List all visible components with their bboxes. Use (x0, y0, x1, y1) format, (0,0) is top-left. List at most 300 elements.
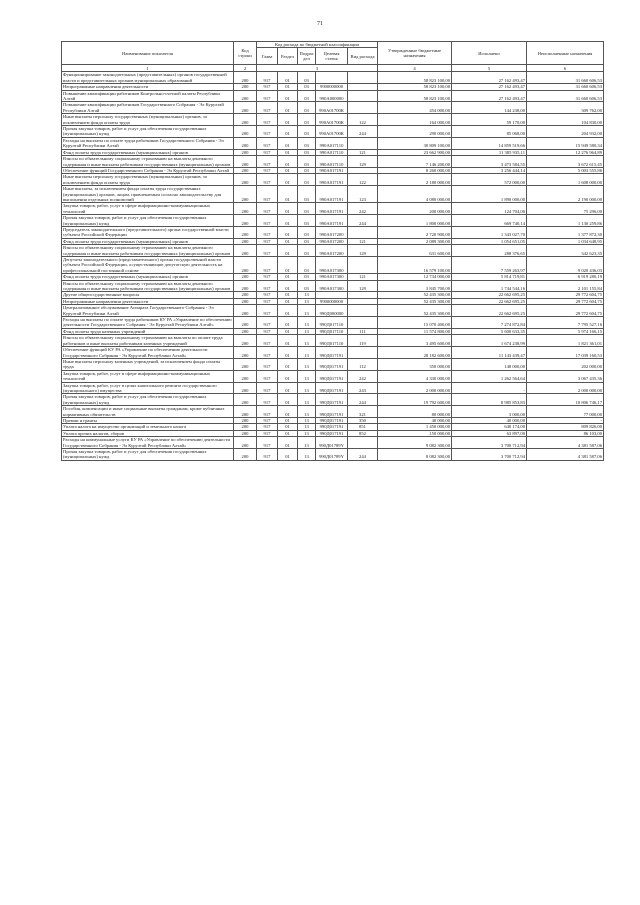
header-approved: Утвержденные бюджетные назначения (378, 42, 452, 65)
row-approved: 2 180 000,00 (378, 174, 452, 186)
row-unexecuted: 31 660 606,53 (527, 90, 604, 102)
row-unexecuted: 7 795 527,16 (527, 317, 604, 329)
row-line-code: 200 (234, 245, 257, 257)
row-line-code: 200 (234, 126, 257, 138)
row-line-code: 200 (234, 274, 257, 280)
row-glava: 917 (257, 370, 278, 382)
row-podrazdel: 03 (298, 126, 316, 138)
row-approved: 19 792 600,00 (378, 394, 452, 406)
row-glava: 917 (257, 114, 278, 126)
row-razdel: 01 (278, 335, 298, 347)
table-row (62, 186, 604, 203)
row-podrazdel: 13 (298, 358, 316, 370)
header-name: Наименование показателя (62, 42, 234, 65)
row-name: Взносы по обязательному социальному страхованию на выплаты денежного содержания и иные выплаты работникам государственных (муниципальных) органов (62, 280, 234, 292)
row-exp-type (348, 347, 378, 359)
row-unexecuted: - (527, 417, 604, 423)
row-razdel: 01 (278, 102, 298, 114)
budget-execution-table (61, 41, 604, 461)
row-glava: 917 (257, 328, 278, 334)
header-executed: Исполнено (452, 42, 527, 65)
row-target: 990Д017110 (316, 328, 348, 334)
row-razdel: 01 (278, 382, 298, 394)
row-executed: 40 000,00 (452, 417, 527, 423)
table-row (62, 317, 604, 329)
row-target: 990Д017191 (316, 406, 348, 418)
row-podrazdel: 03 (298, 257, 316, 274)
row-executed: 5 600 633,35 (452, 328, 527, 334)
row-name: Фонд оплаты труда государственных (муниципальных) органов (62, 238, 234, 244)
row-unexecuted: 1 821 361,01 (527, 335, 604, 347)
table-row (62, 394, 604, 406)
row-line-code: 200 (234, 335, 257, 347)
row-podrazdel: 03 (298, 280, 316, 292)
row-exp-type: 242 (348, 370, 378, 382)
row-podrazdel: 13 (298, 382, 316, 394)
row-exp-type: 121 (348, 149, 378, 155)
row-podrazdel: 03 (298, 102, 316, 114)
row-razdel: 01 (278, 245, 298, 257)
row-target: 990Д01789Y (316, 437, 348, 449)
row-unexecuted: 2 101 155,84 (527, 280, 604, 292)
row-name: Взносы по обязательному социальному страхованию на выплаты по оплате труда работников и иные выплаты работникам казенных учреждений (62, 335, 234, 347)
row-unexecuted: 6 919 280,19 (527, 274, 604, 280)
row-target: 990Д017191 (316, 394, 348, 406)
table-row (62, 245, 604, 257)
row-exp-type: 243 (348, 382, 378, 394)
row-podrazdel: 13 (298, 335, 316, 347)
header-row-1 (62, 42, 604, 48)
row-name: Расходы на выплаты по оплате труда работников КУ РА «Управление по обеспечению деятельности Государственного Собрания - Эл Курултай Республики Алтай» (63, 317, 232, 328)
row-podrazdel: 13 (298, 449, 316, 461)
row-approved: 1 450 000,00 (378, 424, 452, 430)
row-line-code: 200 (234, 449, 257, 461)
row-glava: 917 (257, 430, 278, 436)
row-target: 990А000000 (316, 90, 348, 102)
row-exp-type (348, 317, 378, 329)
row-podrazdel: 13 (298, 317, 316, 329)
row-approved: 8 082 300,00 (378, 449, 452, 461)
header-podrazdel: Подраз дел (298, 48, 316, 65)
row-podrazdel: 03 (298, 167, 316, 173)
row-approved: 454 000,00 (378, 102, 452, 114)
row-target: 9900000000 (316, 298, 348, 304)
row-approved: 23 662 900,00 (378, 149, 452, 155)
row-target: 990Д017191 (316, 370, 348, 382)
row-unexecuted: 15 949 580,34 (527, 137, 604, 149)
column-number: 6 (527, 65, 604, 72)
row-line-code: 200 (234, 215, 257, 227)
table-body (62, 72, 604, 460)
row-unexecuted: 809 826,00 (527, 424, 604, 430)
row-name: Взносы по обязательному социальному страхованию на выплаты денежного содержания и иные выплаты работникам государственных (муниципальных) органов (62, 156, 234, 168)
row-glava: 917 (257, 126, 278, 138)
row-name: Закупка товаров, работ, услуг в сфере информационно-коммуникационных технологий (62, 370, 234, 382)
row-unexecuted: 17 039 160,53 (527, 347, 604, 359)
column-number: 1 (62, 65, 234, 72)
row-target: 990Д01789Y (316, 449, 348, 461)
row-podrazdel: 03 (298, 186, 316, 203)
row-razdel: 01 (278, 257, 298, 274)
header-line-code: Код строки (234, 42, 257, 65)
row-approved: 2 000 000,00 (378, 382, 452, 394)
row-executed: 1 343 027,70 (452, 226, 527, 238)
row-razdel: 01 (278, 186, 298, 203)
header-glava: Главa (257, 48, 278, 65)
row-unexecuted: 29 772 604,75 (527, 298, 604, 304)
row-target: 990А017200 (316, 226, 348, 238)
row-exp-type: 121 (348, 238, 378, 244)
row-razdel: 01 (278, 292, 298, 298)
row-executed: 59 170,00 (452, 114, 527, 126)
row-line-code: 200 (234, 347, 257, 359)
row-glava: 917 (257, 238, 278, 244)
row-unexecuted: 9 020 436,03 (527, 257, 604, 274)
row-exp-type: 129 (348, 245, 378, 257)
table-row (62, 274, 604, 280)
row-executed: 572 000,00 (452, 174, 527, 186)
table-row (62, 174, 604, 186)
row-unexecuted: 29 772 604,75 (527, 292, 604, 298)
row-executed: 1 262 564,64 (452, 370, 527, 382)
table-row (62, 226, 604, 238)
table-row (62, 215, 604, 227)
row-name: Расходы на выплаты по оплате труда работников Государственного Собрания - Эл Курултай Республики Алтай (62, 137, 234, 149)
row-name: Повышение квалификации работников Государственного Собрания - Эл Курултай Республики Алтай (62, 102, 234, 114)
row-razdel: 01 (278, 167, 298, 173)
row-razdel: 01 (278, 347, 298, 359)
row-glava: 917 (257, 424, 278, 430)
row-target: 990А017300 (316, 280, 348, 292)
row-unexecuted: 309 762,00 (527, 102, 604, 114)
row-line-code: 200 (234, 72, 257, 84)
row-line-code: 200 (234, 280, 257, 292)
row-target: 990А017191 (316, 174, 348, 186)
row-executed: 1 890 000,00 (452, 186, 527, 203)
row-exp-type: 111 (348, 328, 378, 334)
row-exp-type: 851 (348, 424, 378, 430)
row-glava: 917 (257, 347, 278, 359)
row-exp-type: 244 (348, 449, 378, 461)
row-target: 990А017191 (316, 186, 348, 203)
row-glava: 917 (257, 280, 278, 292)
row-glava: 917 (257, 186, 278, 203)
row-executed: 22 662 695,25 (452, 305, 527, 317)
row-approved: 16 579 100,00 (378, 257, 452, 274)
row-target: 990Д017191 (316, 347, 348, 359)
row-exp-type: 119 (348, 335, 378, 347)
row-executed: - (452, 382, 527, 394)
row-approved: 4 080 000,00 (378, 186, 452, 203)
row-glava: 917 (257, 335, 278, 347)
row-executed: 8 985 853,83 (452, 394, 527, 406)
row-razdel: 01 (278, 149, 298, 155)
row-exp-type (348, 137, 378, 149)
row-razdel: 01 (278, 226, 298, 238)
row-razdel: 01 (278, 406, 298, 418)
row-unexecuted: 86 103,00 (527, 430, 604, 436)
row-target: 990А017191 (316, 203, 348, 215)
row-exp-type: 321 (348, 406, 378, 418)
table-row (62, 335, 604, 347)
row-executed: 124 704,00 (452, 203, 527, 215)
row-approved: 3 495 600,00 (378, 335, 452, 347)
row-name: Обеспечение функций Государственного Собрания - Эл Курултай Республики Алтай (62, 167, 234, 173)
row-razdel: 01 (278, 424, 298, 430)
row-glava: 917 (257, 298, 278, 304)
row-executed: 669 740,14 (452, 215, 527, 227)
row-glava: 917 (257, 167, 278, 173)
row-line-code: 200 (234, 137, 257, 149)
row-line-code: 200 (234, 437, 257, 449)
page-number: 71 (317, 21, 323, 27)
row-glava: 917 (257, 137, 278, 149)
row-glava: 917 (257, 226, 278, 238)
row-executed: 63 897,00 (452, 430, 527, 436)
row-approved: 52 435 300,00 (378, 298, 452, 304)
row-line-code: 200 (234, 305, 257, 317)
row-executed: 27 162 493,47 (452, 90, 527, 102)
column-number: 5 (452, 65, 527, 72)
row-name: Иные выплаты персоналу государственных (муниципальных) органов, за исключением фонда оплаты труда (62, 174, 234, 186)
row-line-code: 200 (234, 317, 257, 329)
row-unexecuted: 10 806 746,17 (527, 394, 604, 406)
table-row (62, 298, 604, 304)
row-exp-type (348, 72, 378, 84)
row-line-code: 200 (234, 238, 257, 244)
table-row (62, 238, 604, 244)
row-target: 990А01700К (316, 114, 348, 126)
row-target: 990Д017110 (316, 335, 348, 347)
table-row (62, 114, 604, 126)
row-podrazdel: 13 (298, 292, 316, 298)
row-line-code: 200 (234, 149, 257, 155)
row-unexecuted: 5 974 166,15 (527, 328, 604, 334)
row-unexecuted: 29 772 604,75 (527, 305, 604, 317)
row-razdel: 01 (278, 298, 298, 304)
row-target: 990А017191 (316, 167, 348, 173)
row-approved: 2 089 300,00 (378, 238, 452, 244)
row-target (316, 72, 348, 84)
row-unexecuted: 1 608 000,00 (527, 174, 604, 186)
row-approved: 52 435 300,00 (378, 292, 452, 298)
row-executed: 85 068,00 (452, 126, 527, 138)
row-target: 990Д017191 (316, 358, 348, 370)
row-name: Непрограммные направления деятельности (62, 298, 234, 304)
table-row (62, 437, 604, 449)
row-razdel: 01 (278, 370, 298, 382)
row-target: 990А017300 (316, 274, 348, 280)
row-exp-type (348, 257, 378, 274)
row-approved: 8 260 000,00 (378, 167, 452, 173)
row-approved: 350 000,00 (378, 358, 452, 370)
table-row (62, 280, 604, 292)
row-line-code: 200 (234, 114, 257, 126)
row-unexecuted: 4 381 587,06 (527, 449, 604, 461)
row-name: Иные выплаты персоналу казенных учреждений, за исключением фонда оплаты труда (62, 358, 234, 370)
row-podrazdel: 03 (298, 245, 316, 257)
row-target: 990А017200 (316, 238, 348, 244)
row-executed: 1 674 238,99 (452, 335, 527, 347)
row-exp-type (348, 90, 378, 102)
table-row (62, 305, 604, 317)
row-executed: 11 143 439,47 (452, 347, 527, 359)
row-exp-type: 350 (348, 417, 378, 423)
row-exp-type (348, 437, 378, 449)
row-executed: 22 662 695,25 (452, 298, 527, 304)
row-line-code: 200 (234, 430, 257, 436)
row-name: Повышение квалификации работников Контрольно-счетной палаты Республики Алтай (62, 90, 234, 102)
row-executed: 3 700 712,94 (452, 437, 527, 449)
row-target: 990А01700К (316, 102, 348, 114)
row-executed: 288 376,65 (452, 245, 527, 257)
row-unexecuted: 104 830,00 (527, 114, 604, 126)
row-approved: 58 823 100,00 (378, 72, 452, 84)
row-razdel: 01 (278, 430, 298, 436)
row-unexecuted: 31 660 606,53 (527, 72, 604, 84)
row-podrazdel: 13 (298, 298, 316, 304)
row-podrazdel: 13 (298, 328, 316, 334)
row-exp-type: 122 (348, 114, 378, 126)
table-row (62, 102, 604, 114)
row-target: 990А017200 (316, 245, 348, 257)
row-name: Депутаты законодательного (представительного) органа государственной власти субъекта Российской Федерации, осуществляющие депутатскую деятельность на профессиональной постоянной основе (62, 257, 234, 274)
row-podrazdel: 13 (298, 305, 316, 317)
row-unexecuted: 5 003 555,86 (527, 167, 604, 173)
row-name: Иные выплаты персоналу государственных (муниципальных) органов, за исключением фонда оплаты труда (62, 114, 234, 126)
table-row (62, 257, 604, 274)
header-budget-code: Код расхода по бюджетной классификации (257, 42, 378, 48)
row-glava: 917 (257, 358, 278, 370)
row-glava: 917 (257, 394, 278, 406)
row-exp-type: 121 (348, 274, 378, 280)
row-exp-type: 244 (348, 394, 378, 406)
row-unexecuted: 202 000,00 (527, 358, 604, 370)
row-podrazdel: 03 (298, 84, 316, 90)
row-line-code: 200 (234, 167, 257, 173)
row-exp-type: 242 (348, 203, 378, 215)
header-unexecuted: Неисполненные назначения (527, 42, 604, 65)
row-line-code: 200 (234, 174, 257, 186)
row-name: Премии и гранты (62, 417, 234, 423)
row-target: 990А017191 (316, 215, 348, 227)
table-row (62, 328, 604, 334)
row-approved: 15 070 400,00 (378, 317, 452, 329)
row-razdel: 01 (278, 358, 298, 370)
header-target: Целевая статья (316, 48, 348, 65)
row-target: 990А017110 (316, 137, 348, 149)
row-approved: 40 000,00 (378, 417, 452, 423)
row-target: 990А017110 (316, 149, 348, 155)
row-unexecuted: 1 034 648,95 (527, 238, 604, 244)
row-line-code: 200 (234, 417, 257, 423)
row-razdel: 01 (278, 417, 298, 423)
row-name: Непрограммные направления деятельности (62, 84, 234, 90)
table-row (62, 406, 604, 418)
row-glava: 917 (257, 149, 278, 155)
row-razdel: 01 (278, 156, 298, 168)
column-number: 4 (378, 65, 452, 72)
row-target: 990Д017191 (316, 424, 348, 430)
row-podrazdel: 13 (298, 437, 316, 449)
row-approved: 58 823 100,00 (378, 90, 452, 102)
row-unexecuted: 3 067 435,36 (527, 370, 604, 382)
row-podrazdel: 03 (298, 149, 316, 155)
table-row (62, 84, 604, 90)
row-razdel: 01 (278, 90, 298, 102)
row-glava: 917 (257, 406, 278, 418)
row-line-code: 200 (234, 90, 257, 102)
row-approved: 164 000,00 (378, 114, 452, 126)
row-executed: 7 274 872,84 (452, 317, 527, 329)
row-executed: 1 054 651,05 (452, 238, 527, 244)
row-podrazdel: 03 (298, 156, 316, 168)
row-razdel: 01 (278, 84, 298, 90)
row-podrazdel: 03 (298, 215, 316, 227)
row-unexecuted: 1 377 872,30 (527, 226, 604, 238)
row-line-code: 200 (234, 186, 257, 203)
row-target: 9900000000 (316, 84, 348, 90)
table-row (62, 203, 604, 215)
row-line-code: 200 (234, 257, 257, 274)
row-glava: 917 (257, 257, 278, 274)
row-executed: 1 744 544,16 (452, 280, 527, 292)
row-glava: 917 (257, 102, 278, 114)
row-exp-type (348, 226, 378, 238)
row-unexecuted: 2 190 000,00 (527, 186, 604, 203)
row-unexecuted: 75 296,00 (527, 203, 604, 215)
column-number: 3 (257, 65, 378, 72)
row-glava: 917 (257, 449, 278, 461)
row-target: 990Д017191 (316, 417, 348, 423)
row-razdel: 01 (278, 72, 298, 84)
row-glava: 917 (257, 305, 278, 317)
row-podrazdel: 13 (298, 417, 316, 423)
column-number: 2 (234, 65, 257, 72)
row-podrazdel: 13 (298, 394, 316, 406)
row-name: Прочая закупка товаров, работ и услуг для обеспечения государственных (муниципальных) нужд (62, 449, 234, 461)
row-target: 990А017110 (316, 156, 348, 168)
row-name: Фонд оплаты труда государственных (муниципальных) органов (62, 149, 234, 155)
row-glava: 917 (257, 245, 278, 257)
row-approved: 52 435 300,00 (378, 305, 452, 317)
row-line-code: 200 (234, 394, 257, 406)
row-glava: 917 (257, 274, 278, 280)
row-razdel: 01 (278, 305, 298, 317)
row-podrazdel: 03 (298, 90, 316, 102)
table-row (62, 382, 604, 394)
row-name: Расходы на коммунальные услуги КУ РА «Управление по обеспечению деятельности Государственного Собрания - Эл Курултай Республики Алтай» (62, 437, 234, 449)
row-name: Прочая закупка товаров, работ и услуг для обеспечения государственных (муниципальных) нужд (62, 126, 234, 138)
row-name: Прочая закупка товаров, работ и услуг для обеспечения государственных (муниципальных) нужд (62, 394, 234, 406)
row-approved: 2 720 900,00 (378, 226, 452, 238)
row-line-code: 200 (234, 406, 257, 418)
row-executed: 5 814 719,81 (452, 274, 527, 280)
row-name: Закупка товаров, работ, услуг в целях капитального ремонта государственного (муниципального) имущества (62, 382, 234, 394)
row-razdel: 01 (278, 274, 298, 280)
row-podrazdel: 03 (298, 226, 316, 238)
row-podrazdel: 03 (298, 137, 316, 149)
row-line-code: 200 (234, 292, 257, 298)
row-exp-type: 852 (348, 430, 378, 436)
row-unexecuted: 4 381 587,06 (527, 437, 604, 449)
row-approved: 28 182 600,00 (378, 347, 452, 359)
row-razdel: 01 (278, 238, 298, 244)
row-name: Председатель законодательного (представительного) органа государственной власти субъекта Российской Федерации (62, 226, 234, 238)
row-target: 990А017300 (316, 257, 348, 274)
row-name: Централизованное обслуживание Аппарата Государственного Собрания - Эл Курултай Республики Алтай (62, 305, 234, 317)
row-executed: 148 000,00 (452, 358, 527, 370)
